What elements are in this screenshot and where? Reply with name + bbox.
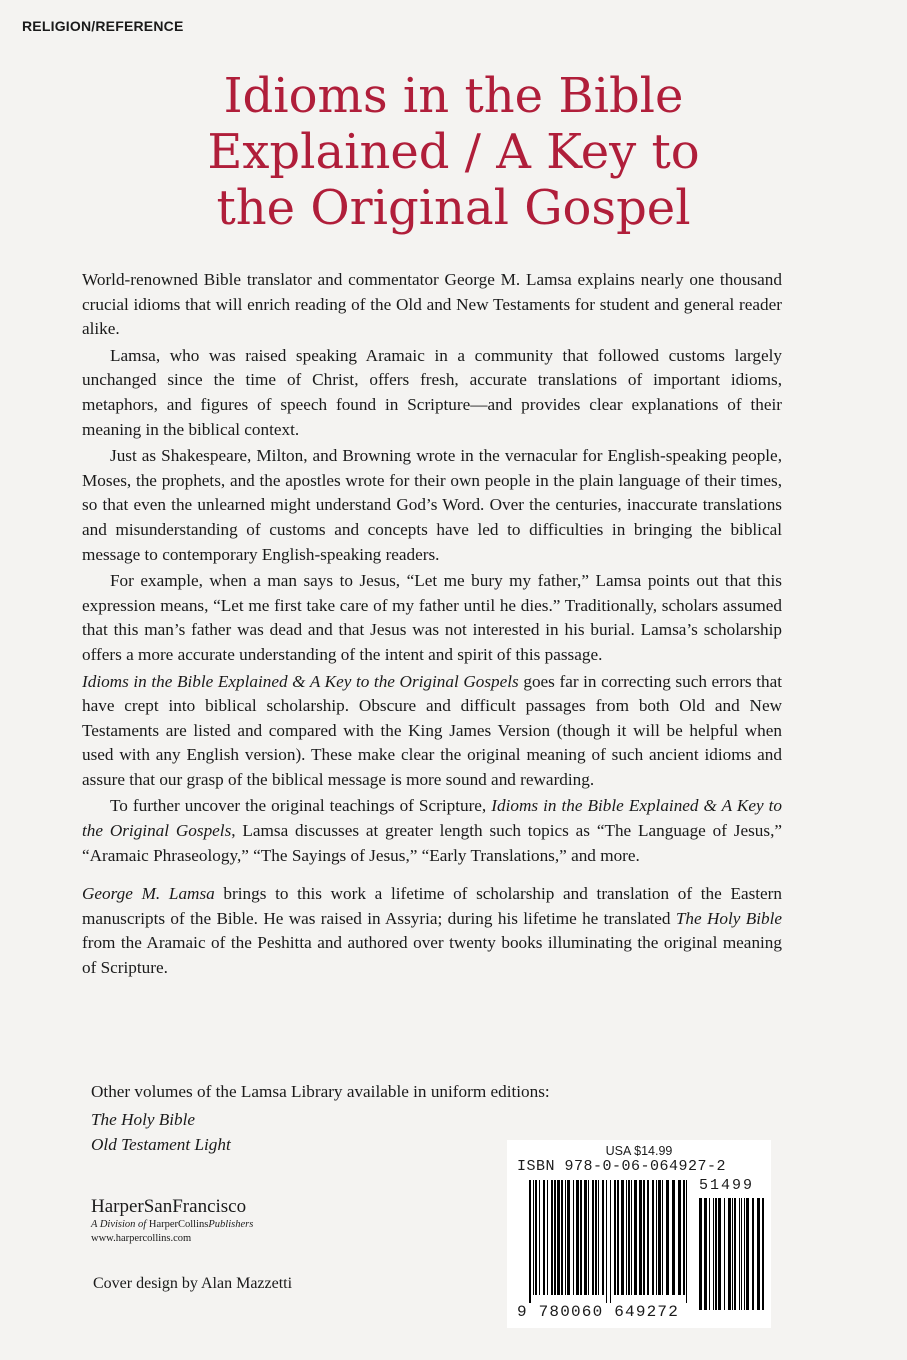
title-line-3: the Original Gospel xyxy=(216,180,691,236)
barcode-bar xyxy=(662,1180,663,1295)
barcode-bar xyxy=(656,1180,657,1295)
barcode-bar xyxy=(580,1180,582,1295)
paragraph-intro: World-renowned Bible translator and commentator George M. Lamsa explains nearly one thousand crucial idioms that will enrich reading of the Old and New Testaments for student and general reader alike. xyxy=(82,270,782,339)
barcode-bar xyxy=(602,1180,604,1295)
book-title-italic: Idioms in the Bible Explained & A Key to the Original Gospels xyxy=(82,671,519,691)
barcode-bar xyxy=(631,1180,632,1295)
barcode-bar xyxy=(709,1198,710,1310)
barcode-bar xyxy=(610,1180,611,1303)
barcode-bar xyxy=(724,1198,725,1310)
description-body xyxy=(82,268,782,983)
barcode-bar xyxy=(535,1180,537,1295)
barcode-bar xyxy=(658,1180,661,1295)
barcode-bar xyxy=(595,1180,597,1295)
barcode-bar xyxy=(547,1180,548,1295)
barcode-digits: 9 780060 649272 xyxy=(517,1303,680,1321)
barcode-bar xyxy=(672,1180,675,1295)
isbn-text: ISBN 978-0-06-064927-2 xyxy=(517,1158,727,1175)
book-title xyxy=(0,68,907,236)
barcode-bar xyxy=(598,1180,599,1295)
barcode-bar xyxy=(746,1198,749,1310)
barcode-bar xyxy=(539,1180,540,1295)
barcode-graphic xyxy=(507,1140,771,1328)
barcode-bar xyxy=(734,1198,736,1310)
barcode-bar xyxy=(561,1180,563,1295)
barcode-bar xyxy=(666,1180,669,1295)
barcode-bar xyxy=(551,1180,553,1295)
barcode-bar xyxy=(686,1180,687,1303)
barcode-bar xyxy=(529,1180,531,1303)
author-bio: George M. Lamsa brings to this work a lifetime of scholarship and translation of the Eastern manuscripts of the Bible. He was raised in Assyria; during his lifetime he translated The Holy Bible from the Aramaic of the Peshitta and authored over twenty books illuminating the original meaning of Scripture. xyxy=(82,884,783,978)
book-title-italic: Idioms in the Bible Explained & A Key to the Original Gospels xyxy=(82,796,782,841)
barcode-bar xyxy=(732,1198,733,1310)
barcode-bar xyxy=(652,1180,654,1295)
barcode-bar xyxy=(584,1180,587,1295)
other-volumes-heading: Other volumes of the Lamsa Library available in uniform editions: xyxy=(91,1082,550,1101)
cover-design-credit: Cover design by Alan Mazzetti xyxy=(93,1275,293,1292)
barcode-bar xyxy=(554,1180,556,1295)
publisher-url: www.harpercollins.com xyxy=(91,1233,192,1244)
barcode-bar xyxy=(713,1198,714,1310)
addon-number: 51499 xyxy=(699,1177,755,1194)
barcode-bar xyxy=(728,1198,731,1310)
barcode-bar xyxy=(567,1180,570,1295)
publisher-division: A Division of HarperCollinsPublishers xyxy=(91,1219,254,1230)
barcode-bar xyxy=(626,1180,627,1295)
barcode-bar xyxy=(592,1180,594,1295)
paragraph-background: Lamsa, who was raised speaking Aramaic in a community that followed customs largely unchanged since the time of Christ, offers fresh, accurate translations of important idioms, metaphors, and figures of speech found in Scripture—and provides clear explanations of their meaning in the biblical context. xyxy=(82,345,782,439)
barcode-bar xyxy=(576,1180,579,1295)
barcode-bar xyxy=(643,1180,645,1295)
publisher-block xyxy=(91,1196,253,1245)
paragraph-corrections: Idioms in the Bible Explained & A Key to the Original Gospels goes far in correcting such errors that have crept into biblical scholarship. Obscure and difficult passages from both Old and New Testaments are listed and compared with the King James Version (though it will be helpful when used with any English version). These make clear the original meaning of such ancient idioms and assure that our grasp of the biblical message is more sound and rewarding. xyxy=(82,671,782,789)
barcode-bar xyxy=(699,1198,702,1310)
title-line-1: Idioms in the Bible xyxy=(223,68,684,124)
other-volume-item: The Holy Bible xyxy=(91,1110,196,1129)
barcode-bar xyxy=(762,1198,764,1310)
bible-title: The Holy Bible xyxy=(675,908,783,928)
barcode-bar xyxy=(617,1180,619,1295)
other-volumes-list xyxy=(91,1107,231,1157)
paragraph-vernacular: Just as Shakespeare, Milton, and Browning wrote in the vernacular for English-speaking people, Moses, the prophets, and the apostles wrote for their own people in the plain language of their times, so that even the unlearned might understand God’s Word. Over the centuries, inaccurate translations and misunderstanding of customs and concepts have led to difficulties in bringing the biblical message to contemporary English-speaking readers. xyxy=(82,446,782,564)
barcode-bar xyxy=(628,1180,630,1295)
addon-barcode-bars xyxy=(699,1198,764,1310)
barcode-bar xyxy=(744,1198,745,1310)
barcode-bar xyxy=(741,1198,742,1310)
barcode-bar xyxy=(557,1180,560,1295)
barcode-bar xyxy=(621,1180,624,1295)
paragraph-example: For example, when a man says to Jesus, “Let me bury my father,” Lamsa points out that this expression means, “Let me first take care of my father until he dies.” Traditionally, scholars assumed that this man’s father was dead and that Jesus was not interested in his burial. Lamsa’s scholarship offers a more accurate understanding of the intent and spirit of this passage. xyxy=(82,571,782,664)
barcode-bar xyxy=(543,1180,545,1295)
barcode-bar xyxy=(533,1180,534,1295)
barcode-bar xyxy=(683,1180,685,1295)
barcode-bar xyxy=(639,1180,642,1295)
barcode-panel xyxy=(507,1140,771,1328)
barcode-bar xyxy=(757,1198,760,1310)
barcode-bar xyxy=(606,1180,607,1303)
price-label: USA $14.99 xyxy=(605,1144,673,1158)
barcode-bar xyxy=(647,1180,649,1295)
publisher-name: HarperSanFrancisco xyxy=(91,1196,247,1217)
title-line-2: Explained / A Key to xyxy=(207,124,700,180)
category-label: RELIGION/REFERENCE xyxy=(22,18,184,34)
barcode-bar xyxy=(704,1198,707,1310)
paragraph-topics: To further uncover the original teachings of Scripture, Idioms in the Bible Explained & A Key to the Original Gospels, Lamsa discusses at greater length such topics as “The Language of Jesus,” “Aramaic Phraseology,” “The Sayings of Jesus,” “Early Translations,” and more. xyxy=(82,796,782,865)
author-name: George M. Lamsa xyxy=(82,884,215,904)
barcode-bar xyxy=(715,1198,717,1310)
barcode-bar xyxy=(678,1180,681,1295)
barcode-bar xyxy=(588,1180,589,1295)
barcode-bar xyxy=(573,1180,574,1295)
barcode-bar xyxy=(752,1198,754,1310)
barcode-bar xyxy=(718,1198,721,1310)
barcode-bar xyxy=(565,1180,566,1295)
barcode-bar xyxy=(634,1180,637,1295)
ean-barcode-bars xyxy=(529,1180,687,1303)
barcode-bar xyxy=(614,1180,616,1295)
other-volume-item: Old Testament Light xyxy=(91,1135,231,1154)
barcode-bar xyxy=(739,1198,740,1310)
